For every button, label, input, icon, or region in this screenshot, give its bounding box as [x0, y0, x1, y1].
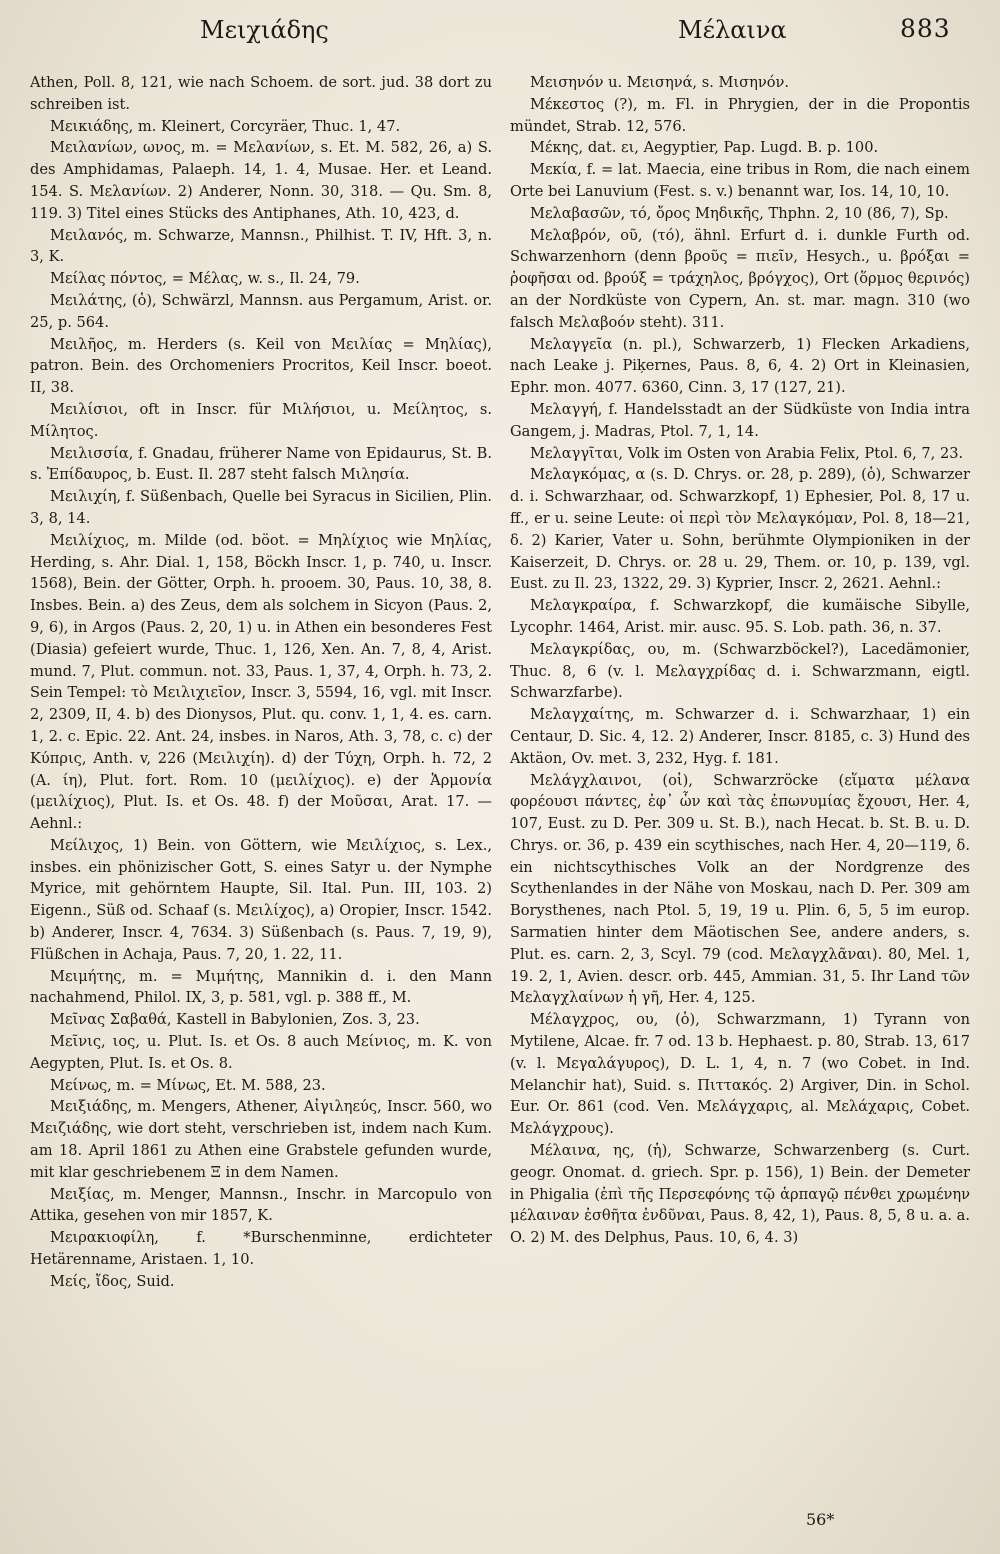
- entry: Athen, Poll. 8, 121, wie nach Schoem. de sort. jud. 38 dort zu schreiben ist.: [30, 74, 492, 113]
- entry: Μειξιάδης, m. Mengers, Athener, Αἰγιληεύς, Inscr. 560, wo Μειζιάδης, wie dort steht, verschrieben ist, indem nach Kum. am 18. April 1861 zu Athen eine Grabstele gefunden wurde, mit klar geschriebenem Ξ in dem Namen.: [30, 1098, 492, 1181]
- entry: Μέκης, dat. ει, Aegyptier, Pap. Lugd. B. p. 100.: [530, 139, 879, 157]
- entry: Μειλίσιοι, oft in Inscr. für Μιλήσιοι, u. Μείλητος, s. Μίλητος.: [30, 400, 492, 440]
- entry: Μελαγκρίδας, ου, m. (Schwarzböckel?), Lacedämonier, Thuc. 8, 6 (v. l. Μελαγχρίδας d. i. Schwarzmann, eigtl. Schwarzfarbe).: [510, 640, 970, 702]
- entry: Μελαγκραίρα, f. Schwarzkopf, die kumäische Sibylle, Lycophr. 1464, Arist. mir. ausc. 95. S. Lob. path. 36, n. 37.: [510, 597, 970, 636]
- entry: Μειρακιοφίλη, f. *Burschenminne, erdichteter Hetärenname, Aristaen. 1, 10.: [30, 1229, 492, 1269]
- entry: Μειλῆος, m. Herders (s. Keil von Μειλίας = Μηλίας), patron. Bein. des Orchomeniers Procritos, Keil Inscr. boeot. II, 38.: [30, 335, 492, 397]
- entry: Μειλίχιος, m. Milde (od. böot. = Μηλίχιος wie Μηλίας, Herding, s. Ahr. Dial. 1, 158, Böckh Inscr. 1, p. 740, u. Inscr. 1568), Bein. der Götter, Orph. h. prooem. 30, Paus. 10, 38, 8. Insbes. Bein. a) des Zeus, dem als solchem in Sicyon (Paus. 2, 9, 6), in Argos (Paus. 2, 20, 1) u. in Athen ein besonderes Fest (Diasia) gefeiert wurde, Thuc. 1, 126, Xen. An. 7, 8, 4, Arist. mund. 7, Plut. commun. not. 33, Paus. 1, 37, 4, Orph. h. 73, 2. Sein Tempel: τὸ Μειλιχιεῖον, Inscr. 3, 5594, 16, vgl. mit Inscr. 2, 2309, II, 4. b) des Dionysos, Plut. qu. conv. 1, 1, 4. es. carn. 1, 2. c. Epic. 22. Ant. 24, insbes. in Naros, Ath. 3, 78, c. c) der Κύπρις, Anth. v, 226 (Μειλιχίη). d) der Τύχη, Orph. h. 72, 2 (A. ίη), Plut. fort. Rom. 10 (μειλίχιος). e) der Ἁρμονία (μειλίχιος), Plut. Is. et Os. 48. f) der Μοῦσαι, Arat. 17. — Aehnl.:: [30, 531, 492, 833]
- signature-mark: 56*: [806, 1510, 835, 1529]
- entry: Μειλισσία, f. Gnadau, früherer Name von Epidaurus, St. B. s. Ἐπίδαυρος, b. Eust. Il. 287 steht falsch Μιλησία.: [30, 444, 492, 484]
- entry: Μελαγχαίτης, m. Schwarzer d. i. Schwarzhaar, 1) ein Centaur, D. Sic. 4, 12. 2) Anderer, Inscr. 8185, c. 3) Hund des Aktäon, Ov. met. 3, 232, Hyg. f. 181.: [510, 706, 970, 767]
- entry: Μελαγγῖται, Volk im Osten von Arabia Felix, Ptol. 6, 7, 23.: [530, 444, 964, 462]
- entry: Μειλανίων, ωνος, m. = Μελανίων, s. Et. M. 582, 26, a) S. des Amphidamas, Palaeph. 14, 1. 4, Musae. Her. et Leand. 154. S. Μελανίων. 2) Anderer, Nonn. 30, 318. — Qu. Sm. 8, 119. 3) Titel eines Stücks des Antiphanes, Ath. 10, 423, d.: [30, 139, 492, 222]
- entry: Μελαβρόν, οῦ, (τό), ähnl. Erfurt d. i. dunkle Furth od. Schwarzenhorn (denn βροῦς = πιεῖν, Hesych., u. βρόξαι = ῥοφῆσαι od. βρούξ = τράχηλος, βρόγχος), Ort (ὅρμος θερινός) an der Nordküste von Cypern, An. st. mar. magn. 310 (wo falsch Μελαβοόν steht). 311.: [510, 226, 970, 331]
- entry: Μελαβασῶν, τό, ὄρος Μηδικῆς, Thphn. 2, 10 (86, 7), Sp.: [530, 204, 949, 222]
- page-number: 883: [900, 14, 951, 43]
- entry: Μέλαγχρος, ου, (ὁ), Schwarzmann, 1) Tyrann von Mytilene, Alcae. fr. 7 od. 13 b. Hephaest. p. 80, Strab. 13, 617 (v. l. Μεγαλάγυρος), D. L. 1, 4, n. 7 (wo Cobet. in Ind. Melanchir hat), Suid. s. Πιττακός. 2) Argiver, Din. in Schol. Eur. Or. 861 (cod. Ven. Μελάγχαρις, al. Μελάχαρις, Cobet. Μελάγχρους).: [510, 1011, 970, 1138]
- entry: Μεῖνας Σαβαθά, Kastell in Babylonien, Zos. 3, 23.: [50, 1011, 420, 1029]
- entry: Μειλανός, m. Schwarze, Mannsn., Philhist. T. IV, Hft. 3, n. 3, K.: [30, 226, 492, 266]
- entry: Μειλιχίη, f. Süßenbach, Quelle bei Syracus in Sicilien, Plin. 3, 8, 14.: [30, 488, 492, 527]
- entry: Μειμήτης, m. = Μιμήτης, Mannikin d. i. den Mann nachahmend, Philol. IX, 3, p. 581, vgl. p. 388 ff., M.: [30, 967, 492, 1007]
- right-column: [510, 72, 970, 1249]
- left-column: [30, 72, 492, 1293]
- page-header: [0, 14, 1000, 54]
- entry: Μεῖνις, ιος, u. Plut. Is. et Os. 8 auch Μείνιος, m. K. von Aegypten, Plut. Is. et Os. 8.: [30, 1033, 492, 1072]
- entry: Μεικιάδης, m. Kleinert, Corcyräer, Thuc. 1, 47.: [50, 117, 401, 135]
- entry: Μεκία, f. = lat. Maecia, eine tribus in Rom, die nach einem Orte bei Lanuvium (Fest. s. v.) benannt war, Ios. 14, 10, 10.: [510, 161, 970, 200]
- header-right-catchword: Μέλαινα: [678, 16, 787, 44]
- entry: Μείνως, m. = Μίνως, Et. M. 588, 23.: [50, 1076, 326, 1094]
- entry: Μελάγχλαινοι, (οἱ), Schwarzröcke (εἵματα μέλανα φορέουσι πάντες, ἐφ᾽ ὧν καὶ τὰς ἐπωνυμίας ἔχουσι, Her. 4, 107, Eust. zu D. Per. 309 u. St. B.), nach Hecat. b. St. B. u. D. Chrys. or. 36, p. 439 ein scythisches, nach Her. 4, 20—119, δ. ein nichtscythisches Volk an der Nordgrenze des Scythenlandes in der Nähe von Moskau, nach D. Per. 309 am Borysthenes, nach Ptol. 5, 19, 19 u. Plin. 6, 5, 5 im europ. Sarmatien hinter dem Mäotischen See, andere anders, s. Plut. es. carn. 2, 3, Scyl. 79 (cod. Μελαγχλᾶναι). 80, Mel. 1, 19. 2, 1, Avien. descr. orb. 445, Ammian. 31, 5. Ihr Land τῶν Μελαγχλαίνων ἡ γῆ, Her. 4, 125.: [510, 771, 970, 1007]
- entry: Μείλιχος, 1) Bein. von Göttern, wie Μειλίχιος, s. Lex., insbes. ein phönizischer Gott, S. eines Satyr u. der Nymphe Myrice, mit gehörntem Haupte, Sil. Ital. Pun. III, 103. 2) Eigenn., Süß od. Schaaf (s. Μειλίχος), a) Oropier, Inscr. 1542. b) Anderer, Inscr. 4, 7634. 3) Süßenbach (s. Paus. 7, 19, 9), Flüßchen in Achaja, Paus. 7, 20, 1. 22, 11.: [30, 836, 492, 963]
- entry: Μελαγγεῖα (n. pl.), Schwarzerb, 1) Flecken Arkadiens, nach Leake j. Piķernes, Paus. 8, 6, 4. 2) Ort in Kleinasien, Ephr. mon. 4077. 6360, Cinn. 3, 17 (127, 21).: [510, 335, 970, 397]
- entry: Μέκεστος (?), m. Fl. in Phrygien, der in die Propontis mündet, Strab. 12, 576.: [510, 95, 970, 135]
- entry: Μεισηνόν u. Μεισηνά, s. Μισηνόν.: [530, 74, 790, 91]
- entry: Μελαγγή, f. Handelsstadt an der Südküste von India intra Gangem, j. Madras, Ptol. 7, 1, 14.: [510, 400, 970, 440]
- entry: Μείλας πόντος, = Μέλας, w. s., Il. 24, 79.: [50, 270, 360, 288]
- entry: Μείς, ἴδος, Suid.: [50, 1272, 175, 1290]
- header-left-catchword: Μειχιάδης: [200, 16, 329, 44]
- entry: Μέλαινα, ης, (ἡ), Schwarze, Schwarzenberg (s. Curt. geogr. Onomat. d. griech. Spr. p. 156), 1) Bein. der Demeter in Phigalia (ἐπὶ τῆς Περσεφόνης τῷ ἁρπαγῷ πένθει χρωμένην μέλαιναν ἐσθῆτα ἐνδῦναι, Paus. 8, 42, 1), Paus. 8, 5, 8 u. a. a. O. 2) M. des Delphus, Paus. 10, 6, 4. 3): [510, 1142, 970, 1247]
- entry: Μειλάτης, (ὁ), Schwärzl, Mannsn. aus Pergamum, Arist. or. 25, p. 564.: [30, 291, 492, 331]
- entry: Μειξίας, m. Menger, Mannsn., Inschr. in Marcopulo von Attika, gesehen von mir 1857, K.: [30, 1185, 492, 1225]
- entry: Μελαγκόμας, α (s. D. Chrys. or. 28, p. 289), (ὁ), Schwarzer d. i. Schwarzhaar, od. Schwarzkopf, 1) Ephesier, Pol. 8, 17 u. ff., er u. seine Leute: οἱ περὶ τὸν Μελαγκόμαν, Pol. 8, 18—21, δ. 2) Karier, Vater u. Sohn, berühmte Olympioniken in der Kaiserzeit, D. Chrys. or. 28 u. 29, Them. or. 10, p. 139, vgl. Eust. zu Il. 23, 1322, 29. 3) Kyprier, Inscr. 2, 2621. Aehnl.:: [510, 466, 970, 593]
